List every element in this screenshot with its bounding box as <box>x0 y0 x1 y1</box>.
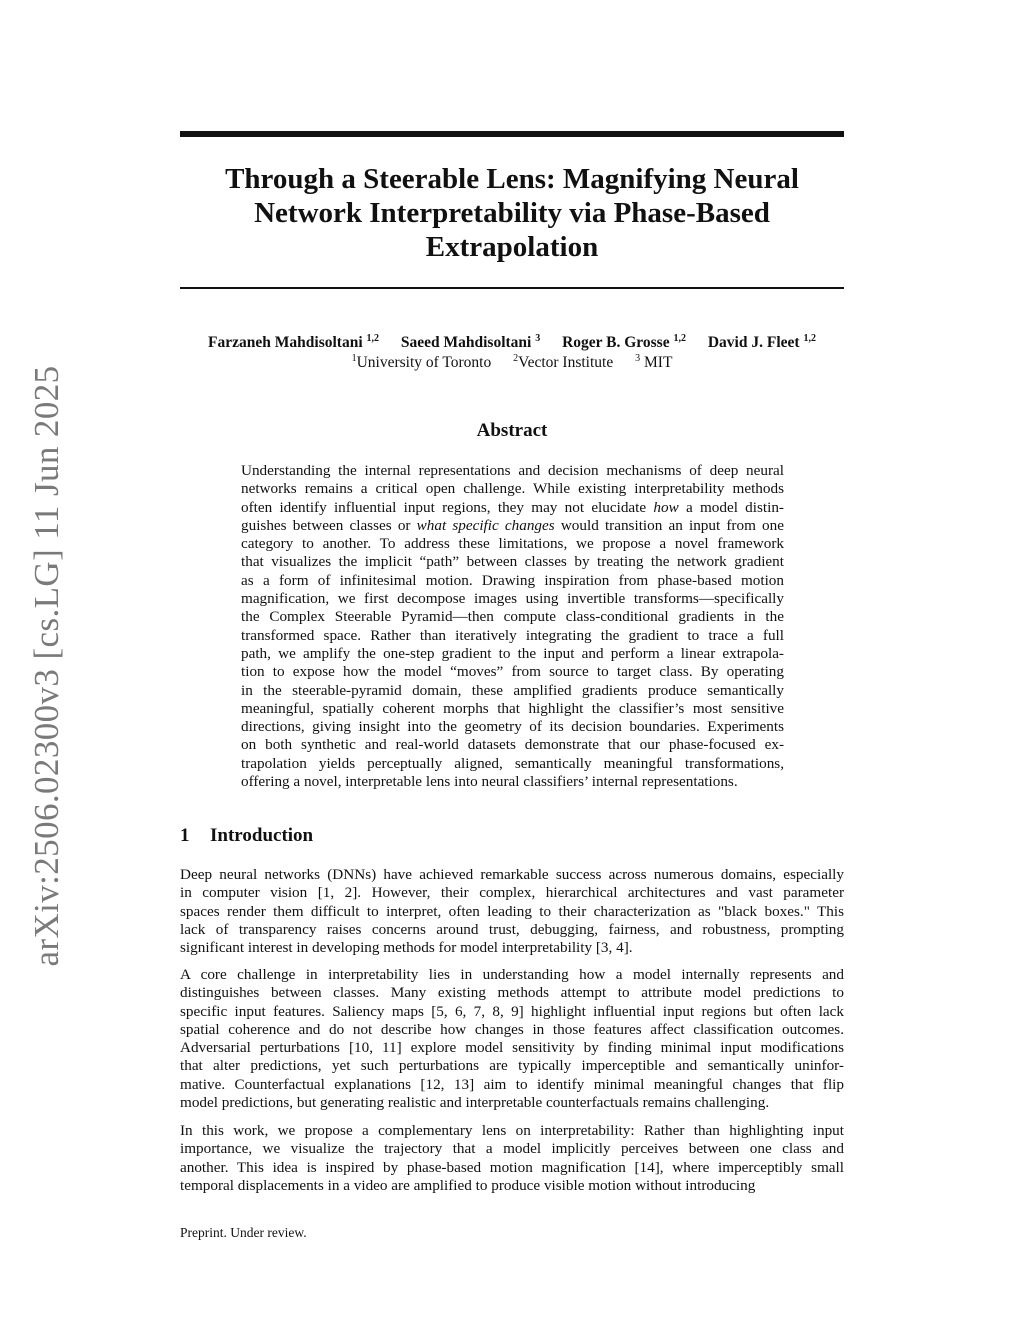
title-line: Extrapolation <box>425 231 599 263</box>
affiliation-mark: 1 <box>351 353 357 364</box>
text-line: path, we amplify the one-step gradient to the input and perform a linear extrapola- <box>241 644 784 662</box>
text-line: Understanding the internal representations and decision mechanisms of deep neural <box>241 462 784 479</box>
arxiv-stamp <box>15 365 79 967</box>
text-line: significant interest in developing methods for model interpretability [3, 4]. <box>180 939 633 957</box>
author <box>208 333 379 352</box>
text-line: transformed space. Rather than iteratively integrating the gradient to trace a full <box>241 626 784 644</box>
text-line: mative. Counterfactual explanations [12, 13] aim to identify minimal meaningful changes that flip <box>180 1075 844 1093</box>
text-line: in computer vision [1, 2]. However, their complex, hierarchical architectures and vast parameter <box>180 884 844 902</box>
text-line: offering a novel, interpretable lens into neural classifiers’ internal representations. <box>241 773 738 791</box>
text-line: magnification, we first decompose images using invertible transforms—specifically <box>241 590 784 608</box>
text-line: lack of transparency raises concerns around trust, debugging, fairness, and robustness, prompting <box>180 920 844 938</box>
text-line: meaningful, spatially coherent morphs that highlight the classifier’s most sensitive <box>241 699 784 717</box>
text-line: as a form of infinitesimal motion. Drawing inspiration from phase-based motion <box>241 571 784 589</box>
text-line: importance, we visualize the trajectory that a model implicitly perceives between one class and <box>180 1140 844 1158</box>
text-line: on both synthetic and real-world datasets demonstrate that our phase-focused ex- <box>241 736 784 754</box>
affiliation-mark: 2 <box>513 353 519 364</box>
affiliation-name: MIT <box>644 354 673 371</box>
author <box>401 333 540 352</box>
affiliation <box>352 353 492 372</box>
text-line: Adversarial perturbations [10, 11] explore model sensitivity by finding minimal input modifications <box>180 1039 844 1057</box>
text-line: specific input features. Saliency maps [5, 6, 7, 8, 9] highlight influential input regions but often lack <box>180 1002 844 1020</box>
author-affil-mark: 1,2 <box>673 333 686 344</box>
author-name: Farzaneh Mahdisoltani <box>208 334 363 351</box>
emphasis-text: what specific changes <box>416 516 555 534</box>
affiliation <box>513 353 613 372</box>
text-line: that visualizes the implicit “path” between classes by treating the network gradient <box>241 553 784 571</box>
footer-note: Preprint. Under review. <box>180 1225 307 1240</box>
author-name: Roger B. Grosse <box>562 334 670 351</box>
text-line: distinguishes between classes. Many existing methods attempt to attribute model predictions to <box>180 984 844 1002</box>
text-line: spaces render them difficult to interpret, often leading to their characterization as "black boxes." This <box>180 902 844 920</box>
author-affil-mark: 1,2 <box>803 333 816 344</box>
text-line: spatial coherence and do not describe how changes in those features affect classification outcomes. <box>180 1020 844 1038</box>
text-line: networks remains a critical open challenge. While existing interpretability methods <box>241 480 784 498</box>
text-line: A core challenge in interpretability lies in understanding how a model internally represents and <box>180 966 844 983</box>
section-heading <box>180 825 313 847</box>
text-line: the Complex Steerable Pyramid—then compute class-conditional gradients in the <box>241 608 784 626</box>
text-line: model predictions, but generating realistic and interpretable counterfactuals remains challenging. <box>180 1094 770 1112</box>
affiliation <box>635 353 672 372</box>
text-line: often identify influential input regions, they may not elucidate how a model distin- <box>241 498 784 516</box>
emphasis-text: how <box>653 498 679 516</box>
text-line: directions, giving insight into the geometry of its decision boundaries. Experiments <box>241 718 784 736</box>
title-line: Through a Steerable Lens: Magnifying Neural <box>225 163 799 195</box>
author-name: Saeed Mahdisoltani <box>400 334 532 351</box>
text-line: tion to expose how the model “moves” from source to target class. By operating <box>241 663 784 681</box>
text-line: that alter predictions, yet such perturbations are typically imperceptible and semantically uninfor- <box>180 1057 844 1075</box>
text-line: trapolation yields perceptually aligned, semantically meaningful transformations, <box>241 754 784 772</box>
author <box>708 333 816 352</box>
arxiv-stamp-text: arXiv:2506.02300v3 [cs.LG] 11 Jun 2025 <box>27 365 66 967</box>
text-line: category to another. To address these limitations, we propose a novel framework <box>241 535 784 553</box>
abstract-body <box>241 462 784 791</box>
author-list <box>150 333 874 352</box>
text-line: guishes between classes or what specific changes would transition an input from one <box>241 516 784 534</box>
text-line: in the steerable-pyramid domain, these amplified gradients produce semantically <box>241 681 784 699</box>
affiliation-list <box>150 353 874 372</box>
section-number: 1 <box>180 825 190 846</box>
author-affil-mark: 1,2 <box>366 333 379 344</box>
intro-paragraph-1 <box>180 866 844 957</box>
paper-title <box>180 162 844 264</box>
section-title: Introduction <box>210 825 314 846</box>
text-line: temporal displacements in a video are amplified to produce visible motion without introducing <box>180 1176 756 1194</box>
title-line: Network Interpretability via Phase-Based <box>254 197 770 229</box>
affiliation-name: Vector Institute <box>518 354 614 371</box>
text-line: Deep neural networks (DNNs) have achieved remarkable success across numerous domains, especially <box>180 866 844 883</box>
affiliation-name: University of Toronto <box>356 354 492 371</box>
author-name: David J. Fleet <box>707 334 800 351</box>
affiliation-mark: 3 <box>635 353 641 364</box>
intro-paragraph-2 <box>180 966 844 1112</box>
title-rule-top <box>180 131 844 137</box>
intro-paragraph-3 <box>180 1122 844 1195</box>
author <box>562 333 686 352</box>
title-rule-bottom <box>180 287 844 289</box>
text-line: In this work, we propose a complementary lens on interpretability: Rather than highlighting input <box>180 1122 844 1139</box>
abstract-heading: Abstract <box>476 420 548 441</box>
author-affil-mark: 3 <box>535 333 541 344</box>
text-line: another. This idea is inspired by phase-based motion magnification [14], where imperceptibly small <box>180 1158 844 1176</box>
